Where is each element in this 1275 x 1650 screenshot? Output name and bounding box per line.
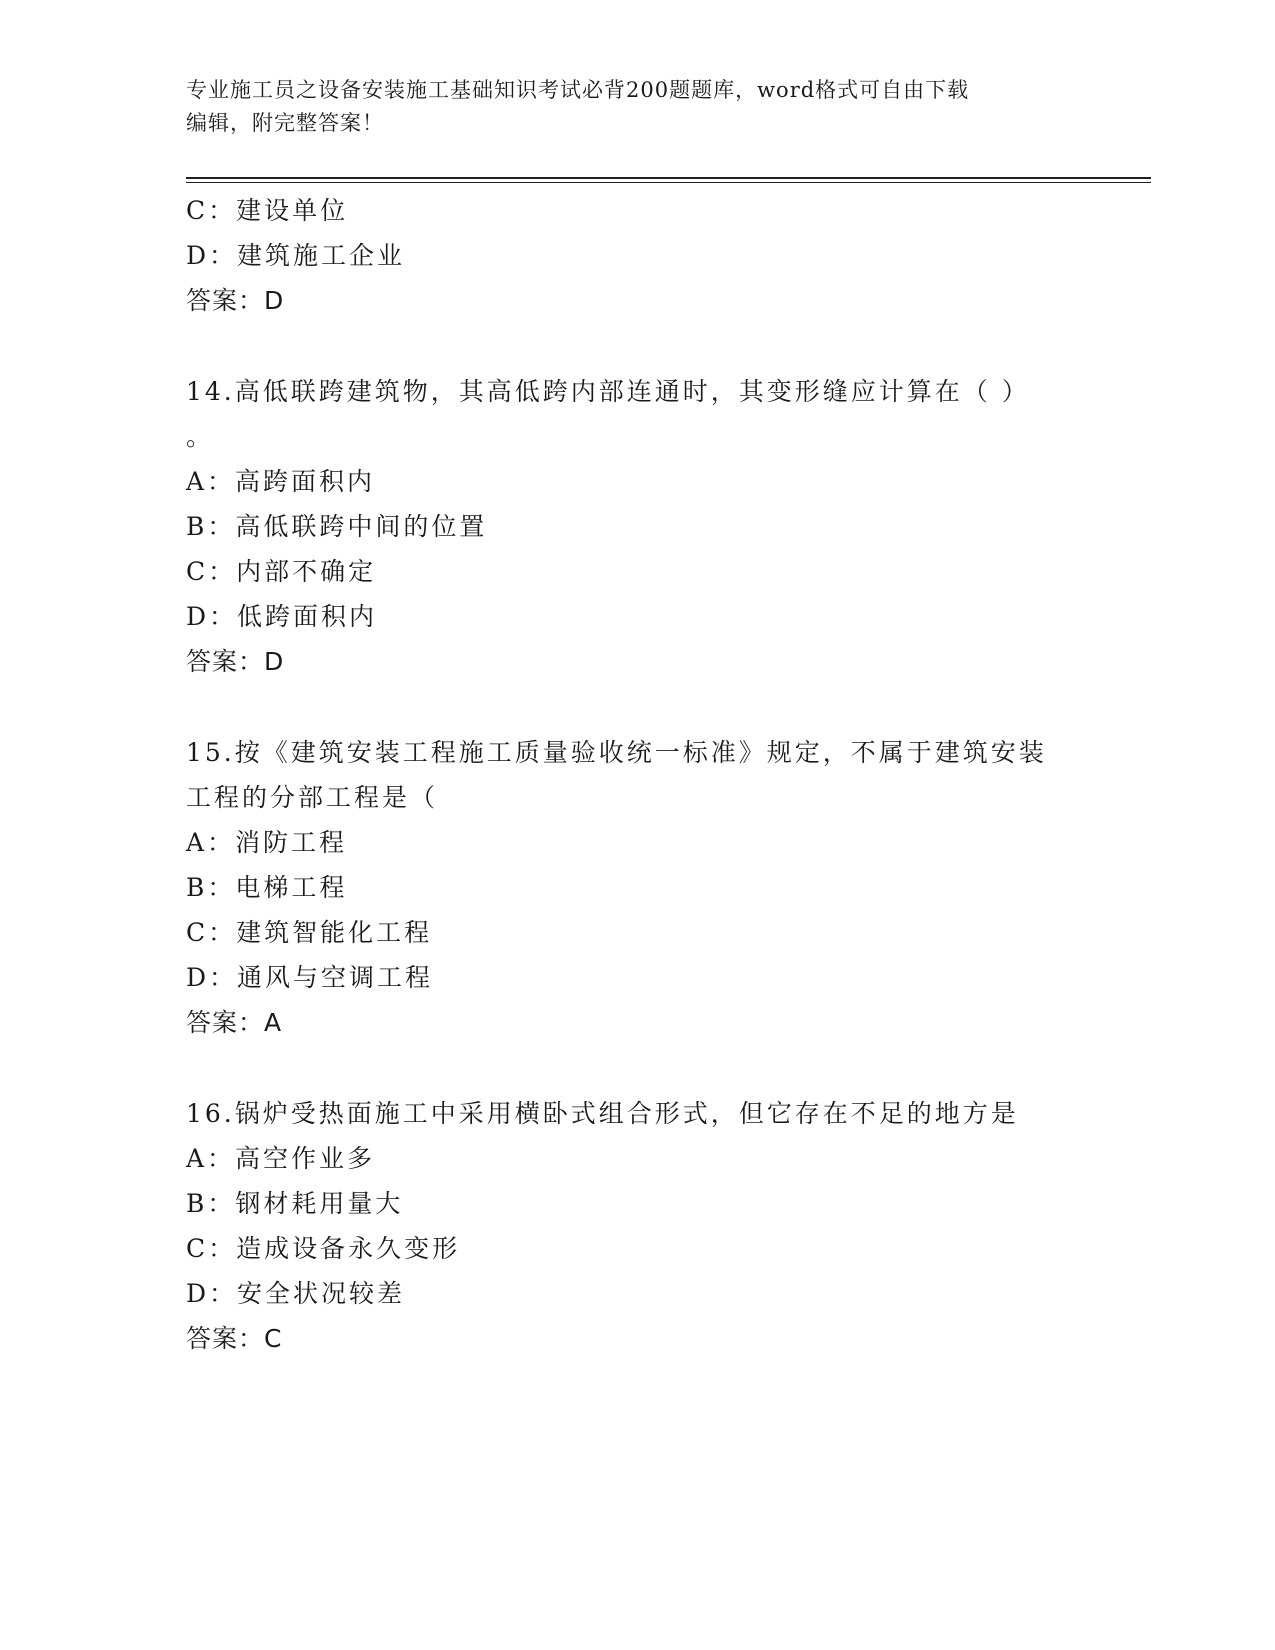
option-c: C：内部不确定 — [186, 557, 377, 586]
option-a: A：消防工程 — [186, 828, 348, 857]
answer-line: 答案：C — [186, 1324, 283, 1353]
option-d: D：安全状况较差 — [186, 1279, 406, 1308]
option-a: A：高跨面积内 — [186, 467, 376, 496]
question-16 — [186, 1091, 1086, 1361]
header-title-line-2: 编辑，附完整答案！ — [186, 111, 384, 135]
question-text — [186, 369, 1066, 459]
question-text-line-1: 锅炉受热面施工中采用横卧式组合形式，但它存在不足的地方是 — [234, 1099, 1019, 1128]
option-b: B：电梯工程 — [186, 873, 348, 902]
option-c: C：建筑智能化工程 — [186, 918, 433, 947]
question-text-line-1: 高低联跨建筑物，其高低跨内部连通时，其变形缝应计算在（ ） — [234, 377, 1030, 406]
question-text — [186, 1091, 1066, 1136]
question-text-line-1: 按《建筑安装工程施工质量验收统一标准》规定，不属于建筑安装 — [234, 738, 1047, 767]
page-header — [186, 74, 1086, 140]
header-divider-thin — [186, 182, 1151, 183]
header-title-line-1: 专业施工员之设备安装施工基础知识考试必背200题题库，word格式可自由下载 — [186, 78, 970, 102]
question-13-continuation — [186, 188, 1086, 323]
option-c: C：建设单位 — [186, 196, 349, 225]
answer-line: 答案：A — [186, 1008, 283, 1037]
question-15 — [186, 730, 1086, 1045]
answer-line: 答案：D — [186, 647, 285, 676]
option-a: A：高空作业多 — [186, 1144, 376, 1173]
question-text-line-2: 。 — [186, 422, 215, 451]
question-number: 14. — [186, 377, 235, 406]
option-d: D：通风与空调工程 — [186, 963, 434, 992]
question-text-line-2: 工程的分部工程是（ — [186, 783, 439, 812]
option-b: B：钢材耗用量大 — [186, 1189, 404, 1218]
option-d: D：建筑施工企业 — [186, 241, 406, 270]
option-d: D：低跨面积内 — [186, 602, 378, 631]
answer-line: 答案：D — [186, 286, 285, 315]
question-14 — [186, 369, 1086, 684]
question-number: 15. — [186, 738, 235, 767]
option-b: B：高低联跨中间的位置 — [186, 512, 488, 541]
option-c: C：造成设备永久变形 — [186, 1234, 461, 1263]
question-text — [186, 730, 1066, 820]
question-number: 16. — [186, 1099, 235, 1128]
question-list — [186, 188, 1086, 1361]
header-divider-thick — [186, 177, 1151, 179]
